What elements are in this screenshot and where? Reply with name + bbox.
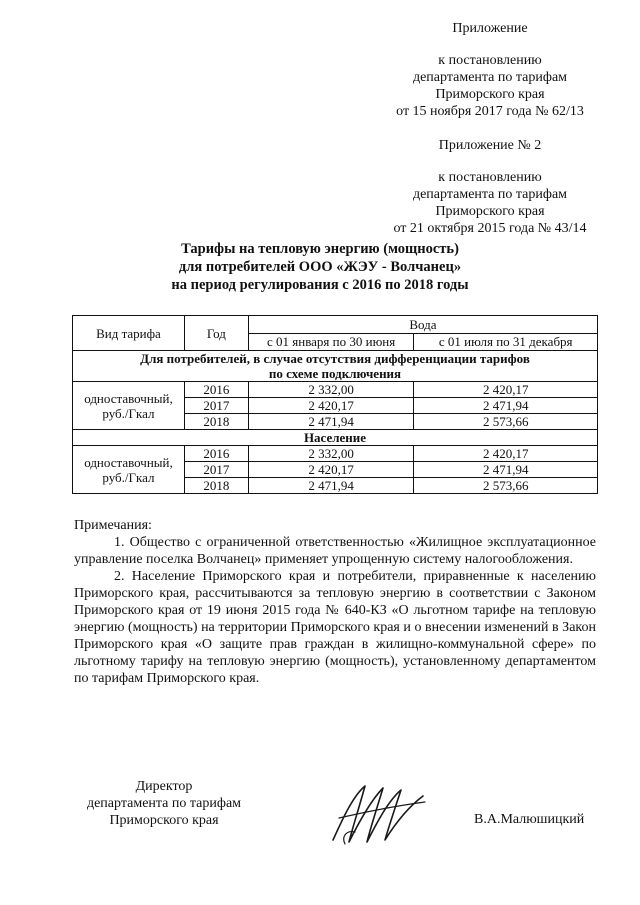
tariff-type-cell: одноставочный, руб./Гкал (73, 446, 185, 494)
appendix-1-title: Приложение (452, 21, 528, 36)
appendix-2-line: от 21 октября 2015 года № 43/14 (393, 221, 587, 236)
title-line-1: Тарифы на тепловую энергию (мощность) (181, 241, 459, 257)
header-water: Вода (248, 316, 597, 334)
year-cell: 2018 (184, 414, 248, 430)
appendix-2-line: департамента по тарифам (412, 187, 568, 202)
section-title-line: Для потребителей, в случае отсутствия дифференциации тарифов (140, 351, 530, 366)
note-item: 1. Общество с ограниченной ответственностью «Жилищное эксплуатационное управление поселка Волчанец» применяет упрощенную систему налогообложения. (74, 535, 596, 567)
section-title-line: по схеме подключения (268, 366, 402, 381)
year-cell: 2017 (184, 462, 248, 478)
value-cell: 2 420,17 (414, 382, 598, 398)
value-cell: 2 332,00 (248, 446, 414, 462)
document-title (0, 240, 640, 294)
appendix-1-line: к постановлению (438, 53, 542, 68)
notes-block (74, 517, 596, 687)
header-tariff-type: Вид тарифа (73, 316, 185, 351)
header-period-2: с 01 июля по 31 декабря (414, 333, 598, 351)
tariff-type-cell: одноставочный, руб./Гкал (73, 382, 185, 430)
year-cell: 2017 (184, 398, 248, 414)
value-cell: 2 420,17 (248, 398, 414, 414)
value-cell: 2 332,00 (248, 382, 414, 398)
value-cell: 2 471,94 (414, 462, 598, 478)
signatory-line: департамента по тарифам (86, 796, 242, 811)
value-cell: 2 420,17 (414, 446, 598, 462)
header-period-1: с 01 января по 30 июня (248, 333, 414, 351)
notes-heading: Примечания: (74, 518, 152, 533)
appendix-2-line: Приморского края (435, 204, 545, 219)
appendix-2-line: к постановлению (438, 170, 542, 185)
table-header-row (73, 316, 598, 334)
signatory-line: Приморского края (109, 813, 219, 828)
value-cell: 2 420,17 (248, 462, 414, 478)
signatory-title (74, 778, 254, 829)
section-row (73, 351, 598, 382)
appendix-1-block (380, 20, 600, 120)
year-cell: 2018 (184, 478, 248, 494)
appendix-1-line: Приморского края (435, 87, 545, 102)
value-cell: 2 573,66 (414, 414, 598, 430)
value-cell: 2 471,94 (248, 478, 414, 494)
signatory-name: В.А.Малюшицкий (474, 812, 585, 827)
appendix-1-line: от 15 ноября 2017 года № 62/13 (396, 104, 584, 119)
signatory-line: Директор (135, 779, 193, 794)
section-title (73, 351, 598, 382)
appendix-1-line: департамента по тарифам (412, 70, 568, 85)
year-cell: 2016 (184, 446, 248, 462)
year-cell: 2016 (184, 382, 248, 398)
value-cell: 2 471,94 (414, 398, 598, 414)
title-line-2: для потребителей ООО «ЖЭУ - Волчанец» (178, 259, 462, 275)
tariff-table (72, 315, 598, 494)
handwritten-signature-icon (325, 778, 430, 848)
table-row (73, 446, 598, 462)
table-row (73, 382, 598, 398)
value-cell: 2 573,66 (414, 478, 598, 494)
section-title: Население (73, 430, 598, 446)
header-year: Год (184, 316, 248, 351)
value-cell: 2 471,94 (248, 414, 414, 430)
title-line-3: на период регулирования с 2016 по 2018 годы (171, 277, 469, 293)
appendix-2-block (380, 137, 600, 237)
appendix-2-title: Приложение № 2 (438, 138, 542, 153)
note-item: 2. Население Приморского края и потребители, приравненные к населению Приморского края, рассчитываются за тепловую энергию в соответствии с Законом Приморского края от 19 июня 2015 года № 640-КЗ «О льготном тарифе на тепловую энергию (мощность) на территории Приморского края и о внесении изменений в Закон Приморского края «О защите прав граждан в жилищно-коммунальной сфере» по льготному тарифу на тепловую энергию (мощность), установленному департаментом по тарифам Приморского края. (74, 569, 596, 686)
section-row (73, 430, 598, 446)
